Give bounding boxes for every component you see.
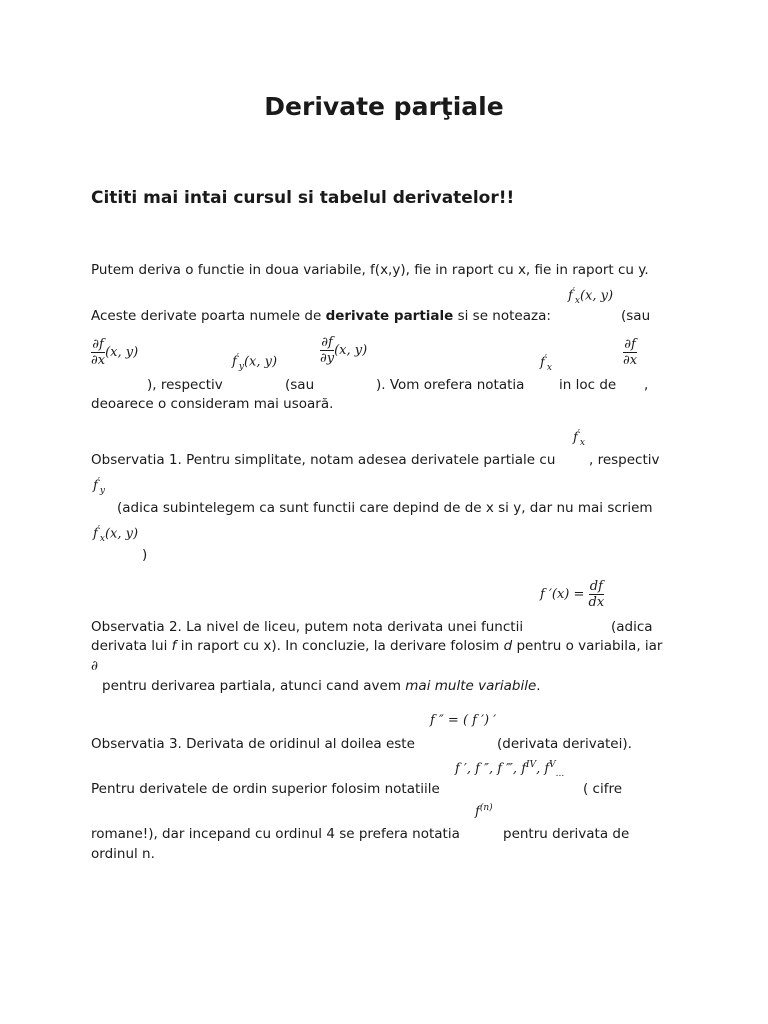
formula-higher-derivatives: f ′, f ″, f ‴, $f^{IV}$, $f^V_{...}$: [455, 760, 565, 779]
formula-higher-iv: IV: [526, 760, 537, 770]
p2-line4: deoarece o consideram mai usoară.: [91, 396, 334, 412]
frac-num: ∂f: [321, 335, 333, 350]
formula-fy-xy: $f'_y(x$, y): [232, 353, 278, 372]
frac-num: ∂f: [624, 337, 636, 352]
formula-fx-xy: $f'_x(x$, y): [568, 287, 614, 306]
obs1-line3: ): [142, 547, 148, 563]
frac-num: ∂f: [92, 337, 104, 352]
obs2-line2-a: derivata lui: [91, 638, 172, 654]
formula-nth-n: (n): [479, 803, 493, 813]
formula-nth-f: f: [475, 804, 480, 820]
obs3-line1: Observatia 3. Derivata de oridinul al doilea este: [91, 736, 415, 752]
formula-higher-v: V: [549, 760, 556, 770]
p2-line3-a: ), respectiv: [147, 377, 223, 393]
formula-higher-base: f ′, f ″, f ‴, f: [455, 761, 527, 777]
paragraph-partial-def: [91, 307, 551, 325]
paragraph-intro: Putem deriva o functie in doua variabile, f(x,y), fie in raport cu x, fie in raport cu y.: [91, 262, 649, 278]
obs1-line1-end: , respectiv: [589, 452, 660, 468]
formula-args: (x, y): [579, 288, 614, 304]
obs3-line3: romane!), dar incepand cu ordinul 4 se prefera notatia: [91, 826, 460, 842]
formula-fx-xy-obs1: $f'_x(x$, y): [93, 525, 139, 544]
p2-line3-b: (sau: [285, 377, 315, 393]
formula-fy-obs1: $f'_y$: [93, 477, 105, 496]
obs2-d: d: [503, 638, 513, 654]
formula-args: (x, y): [243, 354, 278, 370]
obs2-line2-c: pentru o variabila, iar: [512, 638, 663, 654]
p2-line3-d: in loc de: [559, 377, 617, 393]
formula-args: (x, y): [105, 345, 139, 360]
formula-df-dx: [91, 338, 138, 367]
formula-df-dy: [320, 336, 367, 365]
obs2-line3-italic: mai multe variabile: [405, 678, 537, 694]
frac-den: ∂x: [623, 353, 638, 368]
obs2-line3: [102, 677, 541, 695]
partial-symbol: ∂: [91, 658, 98, 674]
obs2-line3-b: .: [536, 678, 541, 694]
obs1-line1: Observatia 1. Pentru simplitate, notam adesea derivatele partiale cu: [91, 452, 556, 468]
frac-den: dx: [588, 595, 605, 610]
formula-fprime-lhs: f ′(x) =: [540, 587, 585, 602]
formula-args: (x, y): [104, 526, 139, 542]
formula-second-derivative: f ″ = ( f ′) ′: [430, 713, 497, 728]
p2-sau1: (sau: [621, 308, 651, 324]
formula-higher-dots: ...: [555, 768, 565, 779]
formula-fx-obs1: $f'_x$: [573, 429, 585, 448]
obs2-line1: Observatia 2. La nivel de liceu, putem nota derivata unei functii: [91, 619, 524, 635]
p2-before: Aceste derivate poarta numele de: [91, 308, 326, 324]
page-title: Derivate parţiale: [264, 92, 504, 121]
frac-den: ∂y: [320, 351, 335, 366]
formula-fx: $f'_x$: [540, 354, 552, 373]
obs2-line2-b: in raport cu x). In concluzie, la derivare folosim: [176, 638, 504, 654]
p2-after: si se noteaza:: [453, 308, 551, 324]
obs2-line3-a: pentru derivarea partiala, atunci cand avem: [102, 678, 406, 694]
p2-line3-e: ,: [644, 377, 649, 393]
obs3-line2: Pentru derivatele de ordin superior folosim notatiile: [91, 781, 440, 797]
frac-den: ∂x: [91, 353, 106, 368]
section-subtitle: Cititi mai intai cursul si tabelul derivatelor!!: [91, 188, 515, 208]
obs3-line4: ordinul n.: [91, 846, 155, 862]
frac-num: df: [589, 579, 603, 594]
obs1-line2: (adica subintelegem ca sunt functii care depind de de x si y, dar nu mai scriem: [117, 500, 653, 516]
obs3-line2-end: ( cifre: [583, 781, 623, 797]
obs2-line2: [91, 637, 662, 655]
formula-args: (x, y): [334, 343, 368, 358]
obs2-f: f: [171, 638, 177, 654]
p2-bold: derivate partiale: [325, 308, 454, 324]
p2-line3-c: ). Vom orefera notatia: [376, 377, 525, 393]
obs3-line1-end: (derivata derivatei).: [497, 736, 632, 752]
obs2-line1-end: (adica: [611, 619, 653, 635]
obs3-line3-end: pentru derivata de: [503, 826, 630, 842]
formula-nth-derivative: [475, 803, 493, 819]
formula-df-dx-2: [623, 338, 637, 367]
formula-fprime: [540, 580, 604, 609]
